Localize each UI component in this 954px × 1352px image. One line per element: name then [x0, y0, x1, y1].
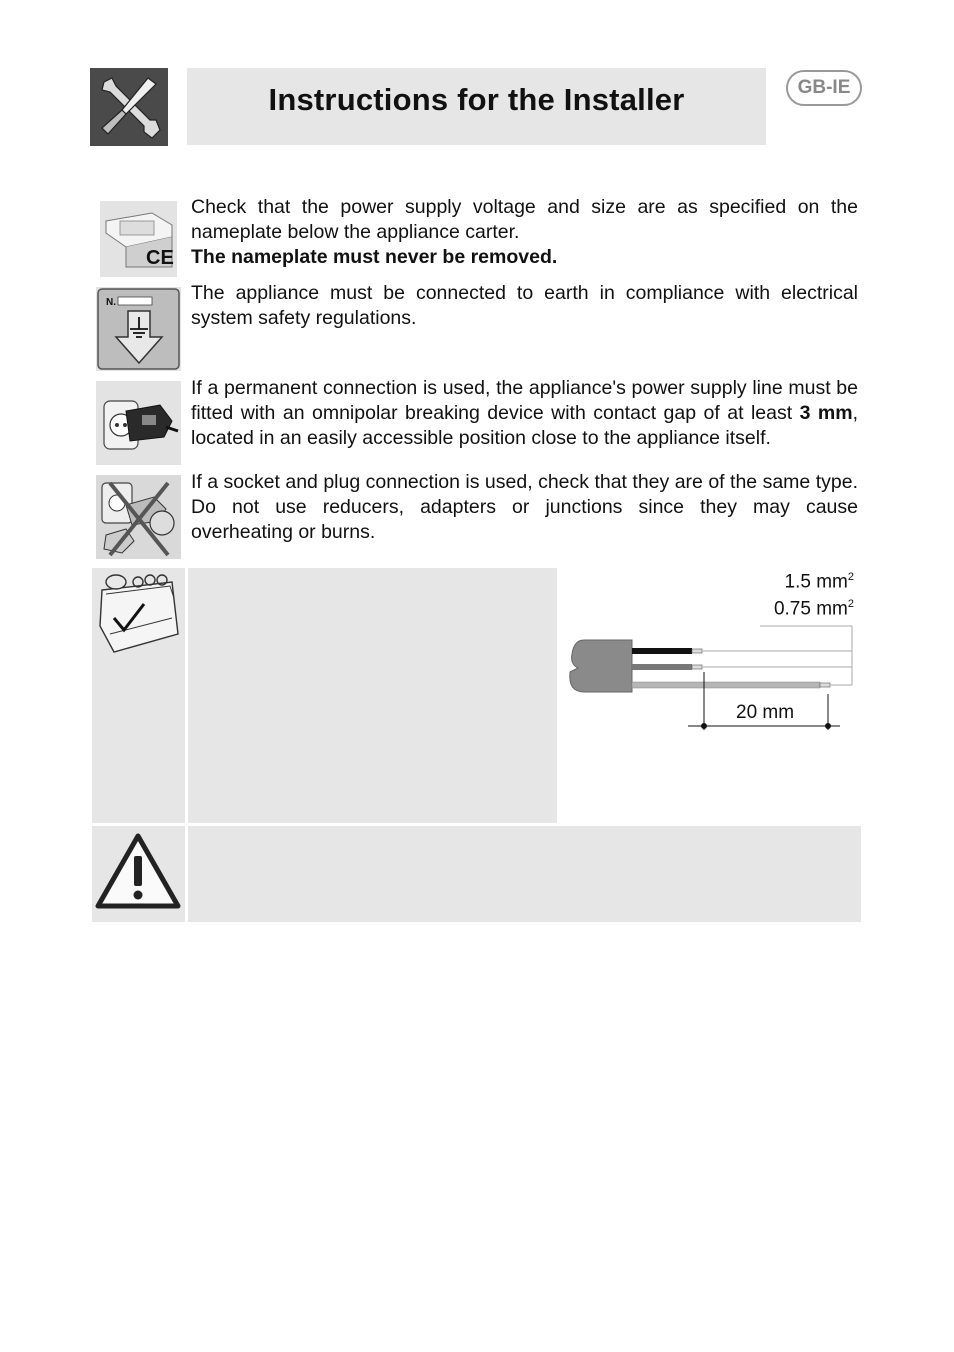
- section-nameplate-text: [191, 195, 858, 270]
- permanent-connection-text-end: , located in an easily accessible position close to the appliance itself.: [191, 402, 859, 449]
- section-socket-plug-text: If a socket and plug connection is used, check that they are of the same type. Do not use reducers, adapters or junctions since they may cause overheating or burns.: [191, 471, 858, 543]
- permanent-connection-text-start: If a permanent connection is used, the appliance's power supply line must be fitted with an omnipolar breaking device with contact gap of at least: [191, 377, 858, 424]
- notebook-checklist-icon: [92, 568, 185, 658]
- strip-length-label: 20 mm: [736, 702, 795, 723]
- wire-size-small-label: 0.75 $mm^2$: [773, 598, 854, 620]
- earth-ground-icon: [96, 287, 181, 371]
- socket-breaker-icon: [96, 381, 181, 465]
- nameplate-ce-icon: [100, 201, 177, 277]
- nameplate-warning: The nameplate must never be removed.: [191, 246, 558, 268]
- page-title: Instructions for the Installer: [268, 82, 685, 117]
- cable-icon-column: [92, 568, 185, 823]
- warning-triangle-icon: [92, 826, 185, 922]
- section-permanent-connection-text: [191, 376, 858, 451]
- cable-text-panel: [188, 568, 557, 823]
- nameplate-instruction: Check that the power supply voltage and size are as specified on the nameplate below the appliance carter.: [191, 196, 858, 243]
- warning-icon-column: [92, 826, 185, 922]
- no-adapter-icon: [96, 475, 181, 559]
- svg-text:N.: N.: [106, 297, 116, 308]
- svg-text:CE: CE: [146, 247, 174, 269]
- tools-icon: [90, 68, 168, 146]
- section-earth-text: The appliance must be connected to earth in compliance with electrical system safety regulations.: [191, 282, 858, 329]
- language-badge: GB-IE: [786, 70, 862, 106]
- cable-diagram: [560, 568, 860, 823]
- warning-text-panel: [188, 826, 861, 922]
- wire-size-large-label: 1.5 $mm^2$: [784, 571, 854, 593]
- contact-gap-value: 3 mm: [799, 402, 853, 424]
